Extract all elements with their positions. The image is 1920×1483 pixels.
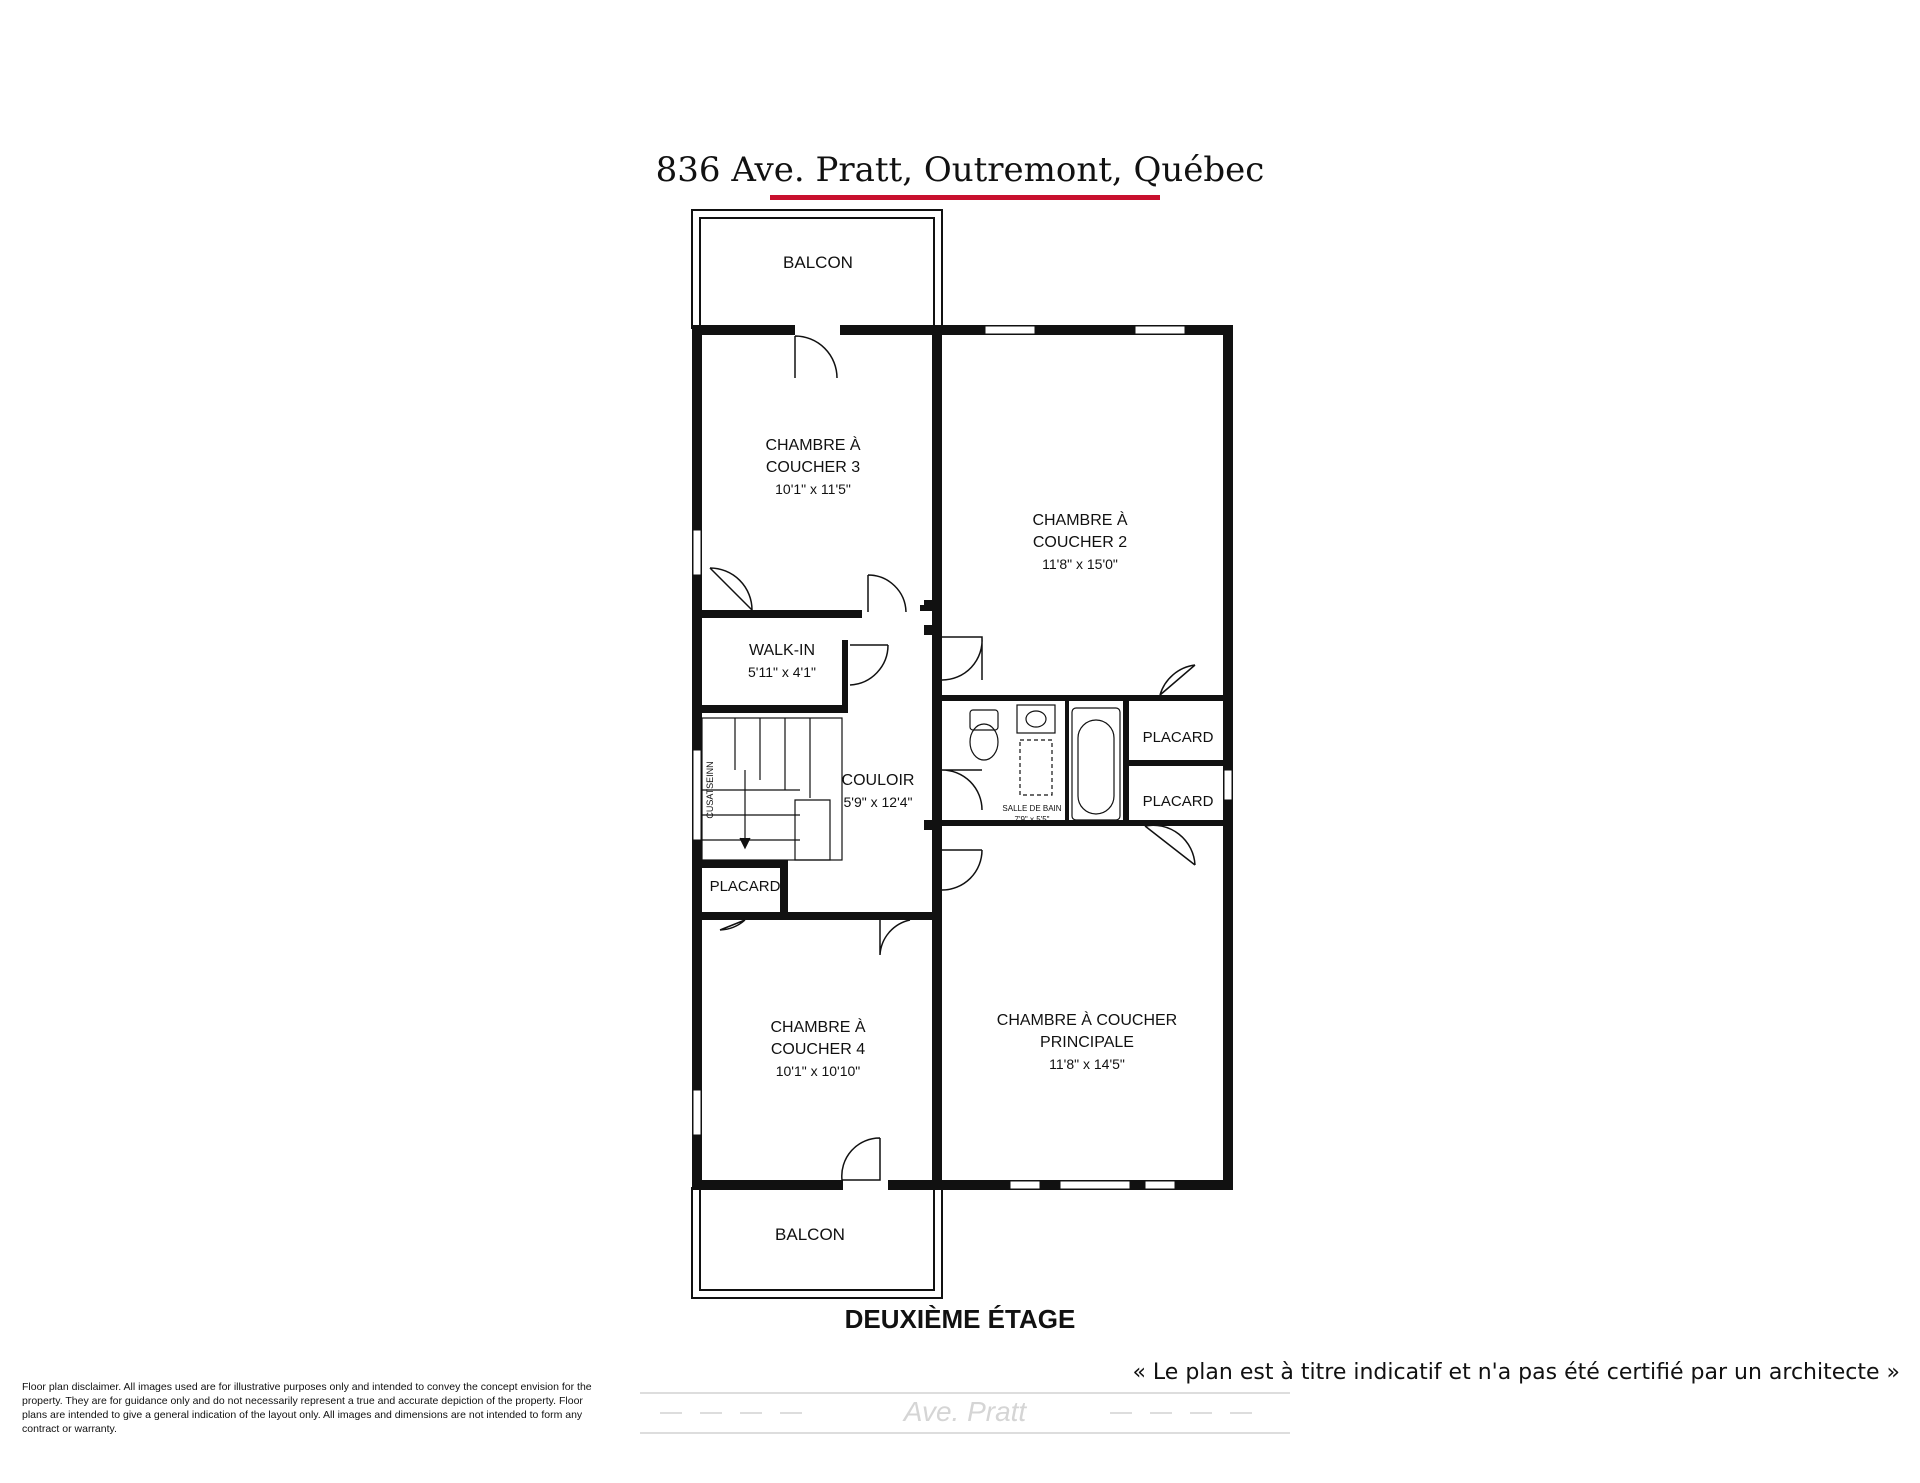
plan-title: 836 Ave. Pratt, Outremont, Québec bbox=[655, 150, 1265, 190]
staircase bbox=[702, 718, 842, 860]
bedroom-4-dimensions: 10'1" x 10'10" bbox=[775, 1063, 861, 1079]
placard-2-label: PLACARD bbox=[1142, 793, 1214, 810]
street-name: Ave. Pratt bbox=[903, 1396, 1027, 1427]
bedroom-3-dimensions: 10'1" x 11'5" bbox=[775, 481, 851, 497]
street-marker bbox=[640, 1392, 1290, 1434]
bedroom-2-label-1: CHAMBRE À bbox=[1032, 512, 1128, 529]
placard-1-label: PLACARD bbox=[1142, 729, 1214, 746]
windows bbox=[693, 326, 1232, 1189]
master-bedroom-label-2: PRINCIPALE bbox=[1040, 1034, 1134, 1051]
master-bedroom-label-1: CHAMBRE À COUCHER bbox=[996, 1012, 1178, 1029]
bedroom-3-label-2: COUCHER 3 bbox=[765, 459, 861, 476]
bedroom-2-label-2: COUCHER 2 bbox=[1032, 534, 1128, 551]
bedroom-3-label-1: CHAMBRE À bbox=[765, 437, 861, 454]
bathroom-fixtures bbox=[970, 705, 1120, 820]
balcony-top-label: BALCON bbox=[783, 253, 853, 272]
floor-plan-disclaimer: Floor plan disclaimer. All images used are for illustrative purposes only and intended to convey the concept envision for the property. They are for guidance only and do not necessarily represent a true and accurate depiction of the property. Floor plans are intended to give a general indication of the layout only. All images and dimensions are not intended to form any contract or warranty. bbox=[22, 1381, 592, 1435]
walkin-dimensions: 5'11" x 4'1" bbox=[748, 664, 816, 680]
bedroom-2-dimensions: 11'8" x 15'0" bbox=[1042, 556, 1118, 572]
master-bedroom-dimensions: 11'8" x 14'5" bbox=[1049, 1056, 1125, 1072]
floor-level-label: DEUXIÈME ÉTAGE bbox=[844, 1304, 1076, 1334]
walkin-label: WALK-IN bbox=[748, 642, 816, 659]
balcony-bottom-label: BALCON bbox=[775, 1225, 845, 1244]
stairs-label: CUSATSEINN bbox=[705, 761, 715, 819]
bedroom-4-label-1: CHAMBRE À bbox=[770, 1019, 866, 1036]
bathroom-dimensions: 7'9" x 5'5" bbox=[1014, 815, 1050, 824]
bedroom-4-label-2: COUCHER 4 bbox=[770, 1041, 866, 1058]
exterior-walls bbox=[692, 325, 1233, 1190]
certification-note: « Le plan est à titre indicatif et n'a pas été certifié par un architecte » bbox=[1132, 1360, 1900, 1385]
placard-3-label: PLACARD bbox=[709, 878, 781, 895]
couloir-label: COULOIR bbox=[841, 772, 915, 789]
couloir-dimensions: 5'9" x 12'4" bbox=[843, 794, 913, 810]
bathroom-label: SALLE DE BAIN bbox=[1002, 804, 1062, 813]
